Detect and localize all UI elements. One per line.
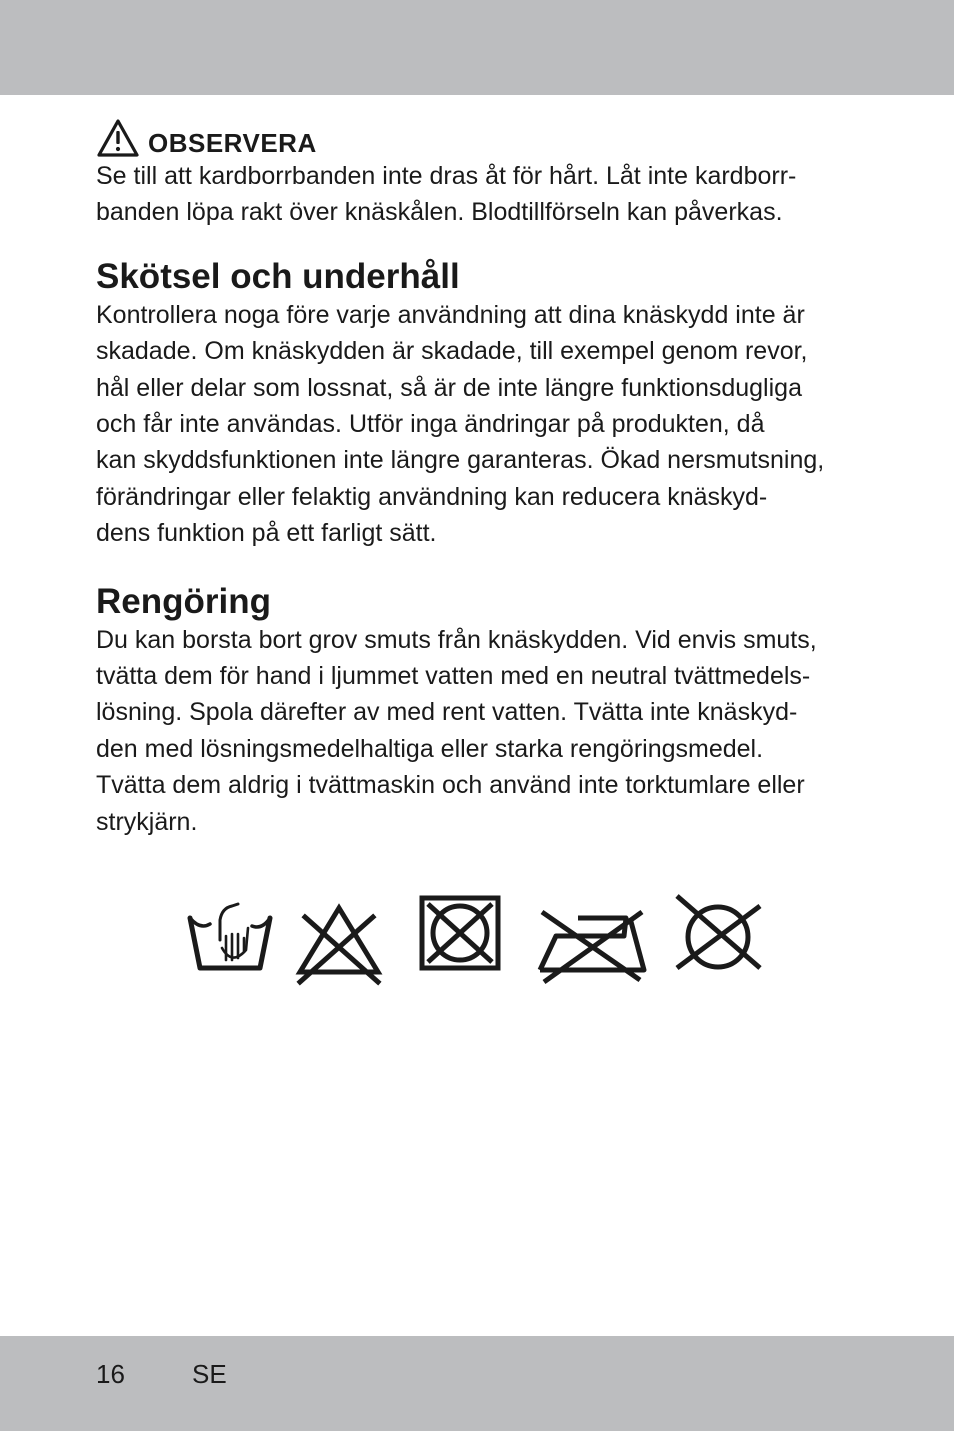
do-not-tumble-dry-icon: [422, 898, 498, 968]
warning-text-line: Se till att kardborrbanden inte dras åt för hårt. Låt inte kardborr-: [96, 162, 797, 190]
care-text-line: dens funktion på ett farligt sätt.: [96, 519, 437, 548]
cleaning-text-line: tvätta dem för hand i ljummet vatten med en neutral tvättmedels-: [96, 662, 811, 691]
care-text-line: och får inte användas. Utför inga ändringar på produkten, då: [96, 410, 765, 439]
footer-bar: [0, 1336, 954, 1431]
care-text-line: Kontrollera noga före varje användning att dina knäskydd inte är: [96, 300, 805, 329]
cleaning-text-line: den med lösningsmedelhaltiga eller starka rengöringsmedel.: [96, 734, 764, 763]
care-text-line: kan skyddsfunktionen inte längre garanteras. Ökad nersmutsning,: [96, 446, 825, 475]
page-number: 16: [96, 1359, 125, 1389]
do-not-iron-icon: [540, 912, 644, 982]
cleaning-text-line: Tvätta dem aldrig i tvättmaskin och använd inte torktumlare eller: [96, 771, 805, 800]
care-text-line: skadade. Om knäskydden är skadade, till exempel genom revor,: [96, 337, 808, 366]
do-not-dry-clean-icon: [677, 896, 760, 968]
care-heading: Skötsel och underhåll: [96, 256, 460, 296]
warning-label: OBSERVERA: [148, 128, 317, 158]
cleaning-text-line: Du kan borsta bort grov smuts från knäskydden. Vid envis smuts,: [96, 625, 817, 654]
care-text-line: hål eller delar som lossnat, så är de inte längre funktionsdugliga: [96, 373, 802, 402]
cleaning-text-line: strykjärn.: [96, 807, 198, 836]
cleaning-text-line: lösning. Spola därefter av med rent vatten. Tvätta inte knäskyd-: [96, 698, 798, 727]
cleaning-heading: Rengöring: [96, 581, 271, 621]
warning-text-line: banden löpa rakt över knäskålen. Blodtillförseln kan påverkas.: [96, 198, 783, 227]
language-code: SE: [192, 1359, 227, 1389]
do-not-bleach-icon: [300, 908, 378, 982]
hand-wash-icon: [190, 904, 270, 968]
care-text-line: förändringar eller felaktig användning kan reducera knäskyd-: [96, 482, 768, 511]
